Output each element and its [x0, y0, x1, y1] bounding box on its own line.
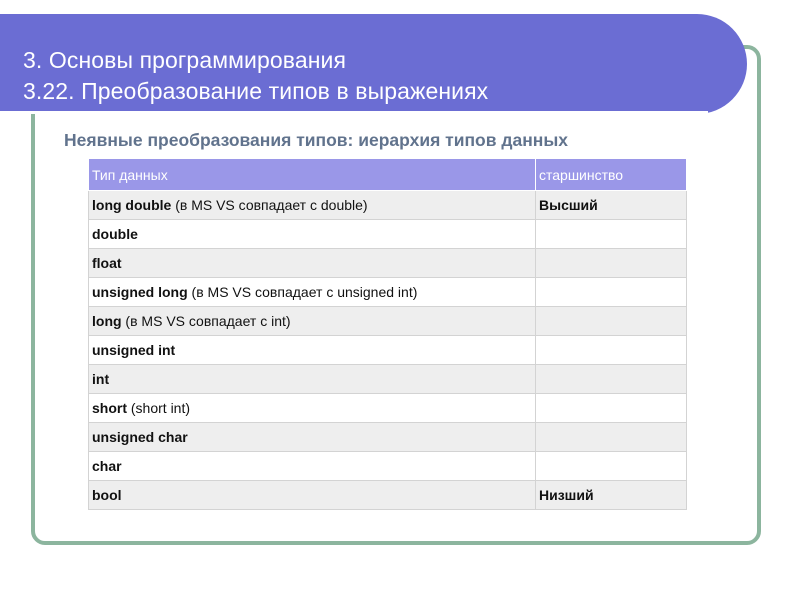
type-cell	[89, 278, 536, 307]
type-name: char	[92, 458, 122, 474]
rank-cell	[536, 394, 687, 423]
rank-cell	[536, 336, 687, 365]
type-name: short	[92, 400, 127, 416]
type-cell	[89, 220, 536, 249]
table-row	[89, 307, 687, 336]
table-row	[89, 452, 687, 481]
rank-cell	[536, 452, 687, 481]
title-underline	[0, 111, 708, 114]
rank-cell	[536, 307, 687, 336]
rank-cell	[536, 220, 687, 249]
type-note: (в MS VS совпадает с unsigned int)	[187, 284, 418, 300]
type-cell	[89, 423, 536, 452]
type-note: (в MS VS совпадает с double)	[171, 197, 368, 213]
type-cell	[89, 452, 536, 481]
type-name: unsigned long	[92, 284, 188, 300]
rank-cell	[536, 423, 687, 452]
title-banner	[0, 14, 747, 114]
type-cell	[89, 307, 536, 336]
column-header-rank: старшинство	[536, 159, 687, 191]
table-row	[89, 336, 687, 365]
type-name: int	[92, 371, 110, 387]
rank-cell	[536, 249, 687, 278]
slide-title-line-2: 3.22. Преобразование типов в выражениях	[23, 78, 489, 104]
slide-subtitle: Неявные преобразования типов: иерархия типов данных	[64, 130, 569, 150]
table-row	[89, 365, 687, 394]
table-row	[89, 220, 687, 249]
type-cell	[89, 365, 536, 394]
table-row	[89, 249, 687, 278]
rank-cell	[536, 278, 687, 307]
type-cell	[89, 191, 536, 220]
type-cell	[89, 249, 536, 278]
table-row	[89, 191, 687, 220]
table-row	[89, 423, 687, 452]
table-row	[89, 481, 687, 510]
type-name: unsigned char	[92, 429, 188, 445]
type-name: bool	[92, 487, 122, 503]
column-header-type: Тип данных	[89, 159, 536, 191]
table-row	[89, 278, 687, 307]
rank-cell: Низший	[536, 481, 687, 510]
slide-title-line-1: 3. Основы программирования	[23, 47, 347, 73]
table-row	[89, 394, 687, 423]
rank-cell: Высший	[536, 191, 687, 220]
type-name: double	[92, 226, 138, 242]
type-name: unsigned int	[92, 342, 176, 358]
type-name: long double	[92, 197, 172, 213]
type-cell	[89, 336, 536, 365]
type-note: (short int)	[127, 400, 191, 416]
type-note: (в MS VS совпадает с int)	[121, 313, 291, 329]
type-name: float	[92, 255, 122, 271]
type-hierarchy-table	[88, 158, 687, 510]
type-cell	[89, 394, 536, 423]
table-header-row	[89, 159, 687, 191]
rank-cell	[536, 365, 687, 394]
type-cell	[89, 481, 536, 510]
type-name: long	[92, 313, 122, 329]
